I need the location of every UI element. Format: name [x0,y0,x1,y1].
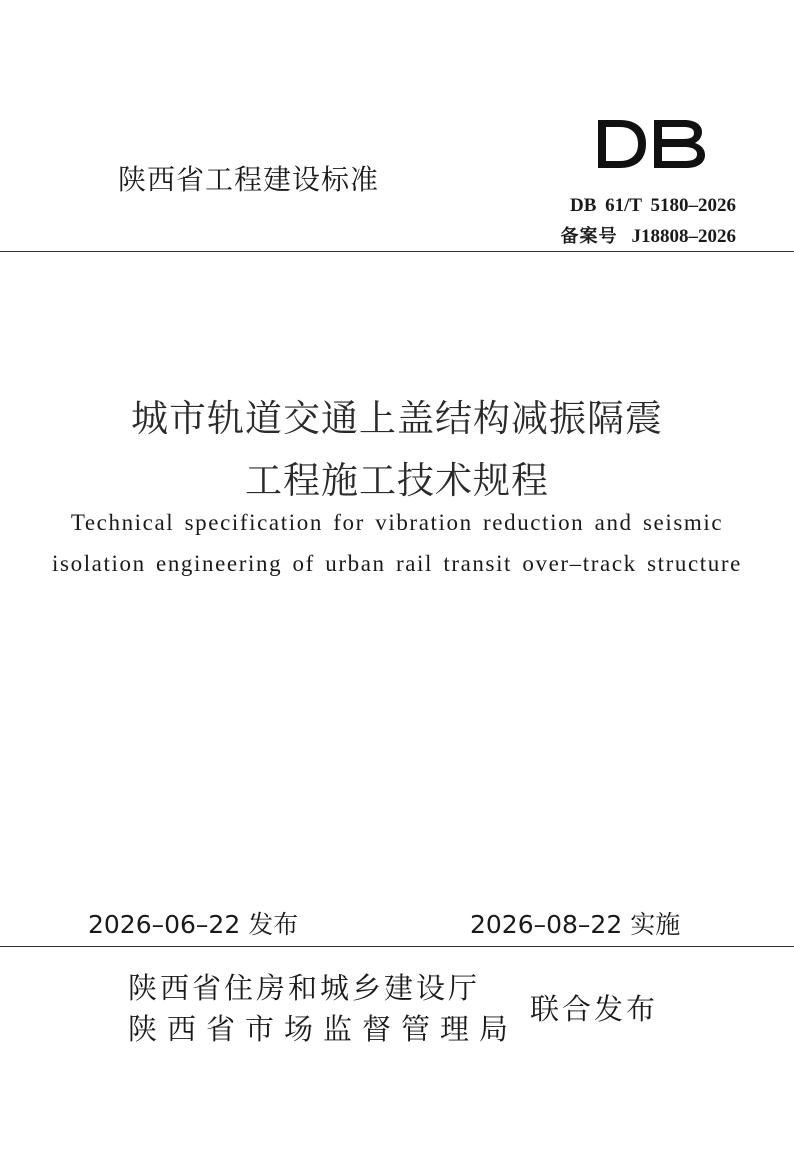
title-chinese-line-2: 工程施工技术规程 [245,459,549,502]
implementation-date: 2026–08–22 实施 [470,910,681,939]
title-chinese-line-1: 城市轨道交通上盖结构减振隔震 [131,397,663,440]
db-logo [594,118,708,170]
filing-label: 备案号 [560,226,618,247]
standard-code: DB 61/T 5180–2026 [569,195,736,216]
bottom-divider [0,946,794,947]
filing-number: J18808–2026 [631,226,736,247]
filing-number-line [561,222,737,248]
issuer-market-regulation: 陕西省市场监督管理局 [128,1012,519,1046]
publish-date: 2026–06–22 发布 [88,910,299,939]
title-english-line-1: Technical specification for vibration reduction and seismic [70,510,724,535]
joint-release-label: 联合发布 [530,992,659,1026]
title-english-line-2: isolation engineering of urban rail transit over–track structure [52,551,742,576]
top-divider [0,251,794,252]
standard-category: 陕西省工程建设标准 [118,163,380,196]
issuer-housing-department: 陕西省住房和城乡建设厅 [128,971,481,1005]
